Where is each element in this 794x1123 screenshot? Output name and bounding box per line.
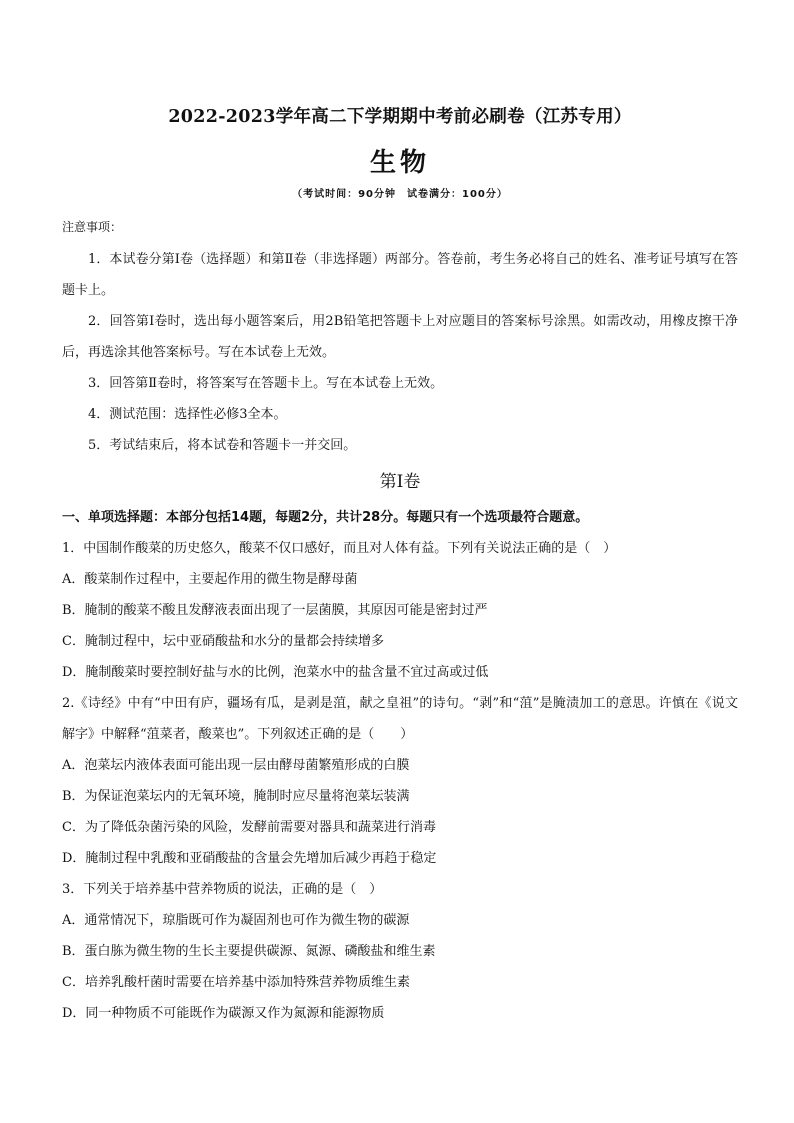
question-list — [62, 533, 738, 1029]
question-option: C．培养乳酸杆菌时需要在培养基中添加特殊营养物质维生素 — [62, 975, 410, 990]
question-option: C．腌制过程中，坛中亚硝酸盐和水分的量都会持续增多 — [62, 634, 384, 649]
question-stem: 2.《诗经》中有“中田有庐，疆场有瓜，是剥是菹，献之皇祖”的诗句。“剥”和“菹”是腌渍加工的意思。许慎在《说文解字》中解释“菹菜者，酸菜也”。下列叙述正确的是（ ） — [62, 696, 738, 742]
question-option: D．同一种物质不可能既作为碳源又作为氮源和能源物质 — [62, 1006, 385, 1021]
question-option: D．腌制酸菜时要控制好盐与水的比例，泡菜水中的盐含量不宜过高或过低 — [62, 665, 489, 680]
question-1 — [62, 533, 738, 688]
notes-list — [62, 244, 738, 461]
exam-meta: （考试时间：90分钟 试卷满分：100分） — [292, 189, 508, 200]
question-option: D．腌制过程中乳酸和亚硝酸盐的含量会先增加后减少再趋于稳定 — [62, 851, 437, 866]
question-option: B．腌制的酸菜不酸且发酵液表面出现了一层菌膜，其原因可能是密封过严 — [62, 603, 488, 618]
question-option: C．为了降低杂菌污染的风险，发酵前需要对器具和蔬菜进行消毒 — [62, 820, 436, 835]
question-option: B．为保证泡菜坛内的无氧环境，腌制时应尽量将泡菜坛装满 — [62, 789, 410, 804]
question-option: A．泡菜坛内液体表面可能出现一层由酵母菌繁殖形成的白膜 — [62, 758, 410, 773]
question-option: B．蛋白胨为微生物的生长主要提供碳源、氮源、磷酸盐和维生素 — [62, 944, 436, 959]
question-2 — [62, 688, 738, 874]
question-3 — [62, 874, 738, 1029]
note-item: 5．考试结束后，将本试卷和答题卡一并交回。 — [88, 438, 357, 453]
question-stem: 3．下列关于培养基中营养物质的说法，正确的是（ ） — [62, 882, 383, 897]
question-option: A．通常情况下，琼脂既可作为凝固剂也可作为微生物的碳源 — [62, 913, 410, 928]
note-item: 1．本试卷分第Ⅰ卷（选择题）和第Ⅱ卷（非选择题）两部分。答卷前，考生务必将自己的姓名、准考证号填写在答题卡上。 — [62, 252, 738, 298]
section-heading: 一、单项选择题：本部分包括14题，每题2分，共计28分。每题只有一个选项最符合题意。 — [62, 510, 589, 525]
volume-title: 第Ⅰ卷 — [379, 472, 421, 492]
note-item: 4．测试范围：选择性必修3全本。 — [88, 407, 287, 422]
exam-title: 2022-2023学年高二下学期期中考前必刷卷（江苏专用） — [168, 107, 632, 127]
question-option: A．酸菜制作过程中，主要起作用的微生物是酵母菌 — [62, 572, 358, 587]
note-item: 3．回答第Ⅱ卷时，将答案写在答题卡上。写在本试卷上无效。 — [88, 376, 444, 391]
note-item: 2．回答第Ⅰ卷时，选出每小题答案后，用2B铅笔把答题卡上对应题目的答案标号涂黑。如需改动，用橡皮擦干净后，再选涂其他答案标号。写在本试卷上无效。 — [62, 314, 738, 360]
subject-title: 生物 — [369, 148, 430, 178]
notes-heading: 注意事项： — [62, 220, 123, 234]
question-stem: 1．中国制作酸菜的历史悠久，酸菜不仅口感好，而且对人体有益。下列有关说法正确的是（ ） — [62, 541, 617, 556]
